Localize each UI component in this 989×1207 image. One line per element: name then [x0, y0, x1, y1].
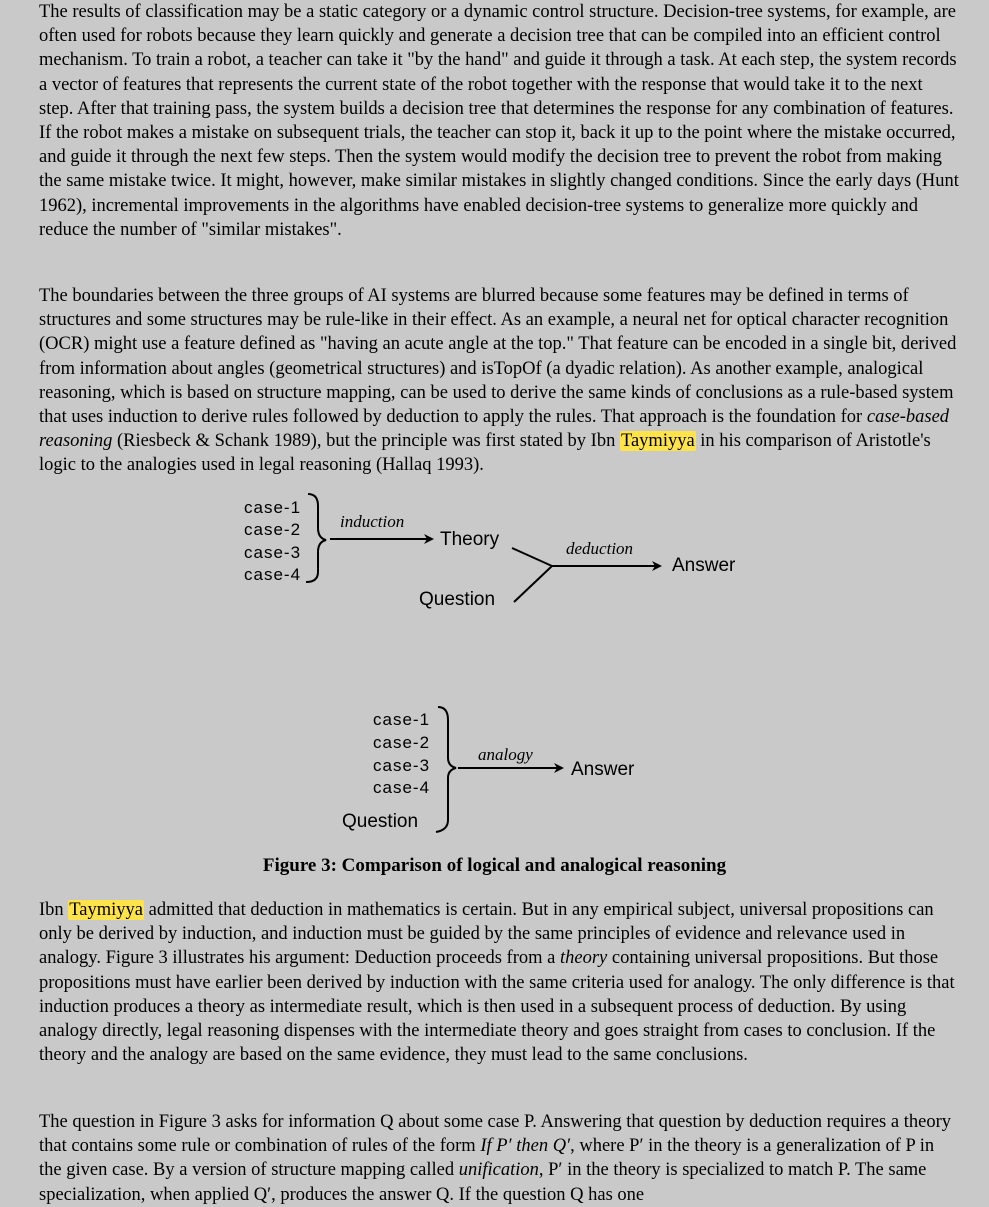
- text-run: The question in Figure 3 asks for information Q about some case P. Answering that question by deduction requires a theory that contains some rule or combination of rules of the form: [39, 1112, 951, 1157]
- deduction-label: deduction: [566, 539, 634, 558]
- question-label: Question: [419, 589, 496, 610]
- bottom-question-label: Question: [342, 811, 419, 832]
- top-case-3: case-3: [244, 543, 302, 562]
- top-case-1: case-1: [244, 498, 302, 517]
- bottom-cases-brace: [436, 707, 456, 832]
- text-run: in his comparison of Aristotle's logic to the analogies used in legal reasoning (Hallaq 1993).: [39, 431, 931, 476]
- bottom-case-4: case-4: [373, 778, 431, 797]
- text-run: containing universal propositions. But those propositions must have earlier been derived by induction with the same criteria used for analogy. The only difference is that induction produces a theory as intermediate result, which is then used in a subsequent process of deduction. By using analogy directly, legal reasoning dispenses with the intermediate theory and goes straight from cases to conclusion. If the theory and the analogy are based on the same evidence, they must lead to the same conclusions.: [39, 948, 955, 1066]
- search-highlight: Taymiyya: [620, 431, 695, 452]
- text-run: , where P′ in the theory is a generalization of P in the given case. By a version of structure mapping called: [39, 1136, 935, 1181]
- text-run: admitted that deduction in mathematics is certain. But in any empirical subject, universal propositions can only be derived by induction, and induction must be guided by the same principles of evidence and relevance used in analogy. Figure 3 illustrates his argument: Deduction proceeds from a: [39, 900, 934, 969]
- bottom-case-2: case-2: [373, 733, 431, 752]
- emphasis-theory: theory: [559, 948, 608, 969]
- text-run: The boundaries between the three groups of AI systems are blurred because some features may be defined in terms of structures and some structures may be rule-like in their effect. As an example, a neural net for optical character recognition (OCR) might use a feature defined as "having an acute angle at the top." That feature can be encoded in a single bit, derived from information about angles (geometrical structures) and isTopOf (a dyadic relation). As another example, analogical reasoning, which is based on structure mapping, can be used to derive the same kinds of conclusions as a rule-based system that uses induction to derive rules followed by deduction to apply the rules. That approach is the foundation for: [39, 286, 957, 428]
- search-highlight: Taymiyya: [69, 900, 144, 920]
- top-case-2: case-2: [244, 520, 302, 539]
- paragraph-question-deduction: [39, 1110, 959, 1207]
- deduction-join-lines: [512, 548, 552, 602]
- top-cases-brace: [306, 494, 326, 582]
- analogy-label: analogy: [478, 745, 533, 764]
- bottom-answer-label: Answer: [571, 759, 635, 780]
- bottom-case-3: case-3: [373, 756, 431, 775]
- paragraph-taymiyya-argument: [39, 898, 959, 1067]
- top-case-4: case-4: [244, 565, 302, 584]
- induction-label: induction: [340, 512, 405, 531]
- paragraph-text: The results of classification may be a static category or a dynamic control structure. Decision-tree systems, for example, are often used for robots because they learn quickly and generate a decision tree that can be compiled into an efficient control mechanism. To train a robot, a teacher can take it "by the hand" and guide it through a task. At each step, the system records a vector of features that represents the current state of the robot together with the response that would take it to the next step. After that training pass, the system builds a decision tree that determines the response for any combination of features. If the robot makes a mistake on subsequent trials, the teacher can stop it, back it up to the point where the mistake occurred, and guide it through the next few steps. Then the system would modify the decision tree to prevent the robot from making the same mistake twice. It might, however, make similar mistakes in slightly changed conditions. Since the early days (Hunt 1962), incremental improvements in the algorithms have enabled decision-tree systems to generalize more quickly and reduce the number of "similar mistakes".: [39, 2, 959, 240]
- answer-label: Answer: [672, 555, 736, 576]
- emphasis-unification: unification: [458, 1160, 539, 1181]
- text-run: (Riesbeck & Schank 1989), but the principle was first stated by Ibn: [112, 431, 620, 452]
- emphasis-case-based-reasoning: case-based reasoning: [39, 407, 950, 452]
- figure-caption: Figure 3: Comparison of logical and analogical reasoning: [262, 855, 727, 876]
- emphasis-rule-form: If P′ then Q′: [480, 1136, 571, 1157]
- theory-label: Theory: [440, 529, 500, 550]
- text-run: , P′ in the theory is specialized to match P. The same specialization, when applied Q′, produces the answer Q. If the question Q has one: [39, 1160, 927, 1205]
- text-run: Ibn: [39, 900, 69, 920]
- bottom-case-1: case-1: [373, 710, 431, 729]
